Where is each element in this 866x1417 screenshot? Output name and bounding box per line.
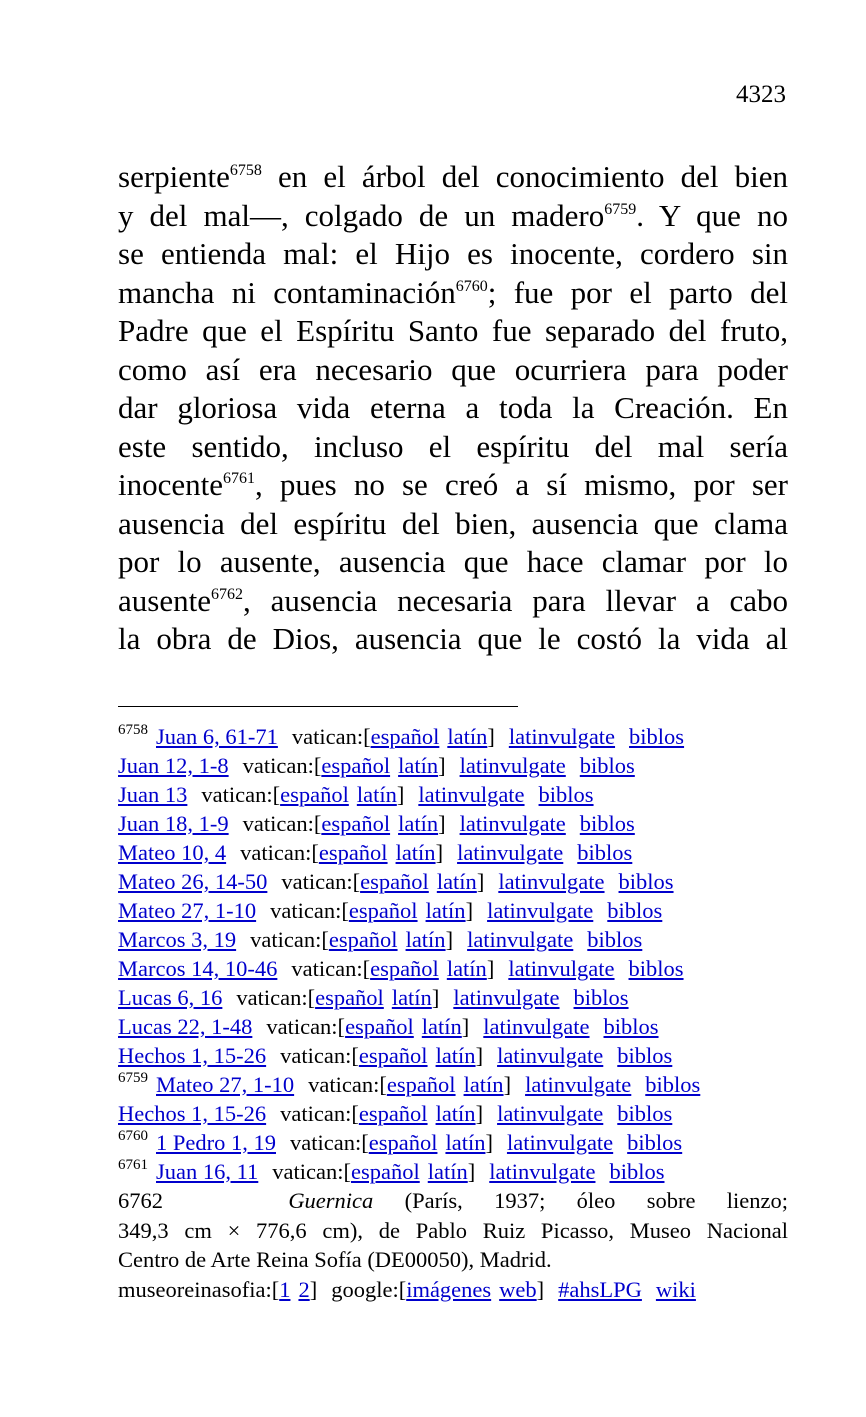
bracket-close: ] <box>438 753 446 778</box>
scripture-reference-link[interactable]: Juan 12, 1-8 <box>118 753 229 778</box>
footnote-line <box>118 1099 788 1128</box>
scripture-reference-link[interactable]: Juan 13 <box>118 782 188 807</box>
footnote-marker[interactable]: 6762 <box>210 585 243 603</box>
vatican-latin-link[interactable]: latín <box>436 869 477 894</box>
bracket-close: ] <box>475 1043 484 1068</box>
scripture-reference-link[interactable]: Hechos 1, 15-26 <box>118 1101 267 1126</box>
footnote-line <box>118 809 788 838</box>
footnote-line <box>118 1012 788 1041</box>
text-segment: , ausencia necesaria para llevar a cabo <box>242 582 788 618</box>
text-line <box>118 312 788 351</box>
latinvulgate-link[interactable]: latinvulgate <box>498 869 605 894</box>
text-segment: este sentido, incluso el espíritu del mal sería <box>118 428 788 464</box>
text-segment: se entienda mal: el Hijo es inocente, cordero sin <box>118 236 788 271</box>
text-line <box>118 466 788 505</box>
footnote-line <box>118 983 788 1012</box>
latinvulgate-link[interactable]: latinvulgate <box>483 1014 590 1039</box>
vatican-espanol-link[interactable]: español <box>318 840 388 865</box>
bracket-close: ] <box>461 1014 470 1039</box>
vatican-label: vatican:[ <box>240 840 319 865</box>
footnote-number: 6759 <box>118 1070 148 1086</box>
bracket-close: ] <box>465 898 474 923</box>
text-segment: y del mal—, colgado de un madero <box>118 197 605 233</box>
latinvulgate-link[interactable]: latinvulgate <box>506 1130 614 1155</box>
biblos-link[interactable]: biblos <box>629 724 685 749</box>
text-line <box>118 351 788 390</box>
bracket-close: ] <box>396 782 405 807</box>
footnote-line <box>118 867 788 896</box>
wiki-link[interactable]: wiki <box>655 1276 696 1302</box>
footnote-line <box>118 1070 788 1099</box>
text-segment: serpiente <box>118 159 230 194</box>
biblos-link[interactable]: biblos <box>628 956 684 981</box>
vatican-latin-link[interactable]: latín <box>356 782 397 807</box>
footnote-number: 6762 <box>118 1188 163 1213</box>
text-line <box>118 582 788 621</box>
latinvulgate-link[interactable]: latinvulgate <box>497 1043 604 1068</box>
footnote-6762-line: Centro de Arte Reina Sofía (DE00050), Madrid. <box>118 1247 552 1272</box>
vatican-latin-link[interactable]: latín <box>395 840 436 865</box>
google-label: google:[ <box>331 1276 407 1302</box>
vatican-espanol-link[interactable]: español <box>345 1014 414 1039</box>
text-line <box>118 389 788 428</box>
vatican-espanol-link[interactable]: español <box>321 811 391 836</box>
latinvulgate-link[interactable]: latinvulgate <box>489 1159 596 1184</box>
footnote-line <box>118 1157 788 1186</box>
text-segment: . Y que no <box>636 197 788 233</box>
vatican-espanol-link[interactable]: español <box>360 869 429 894</box>
footnote-separator <box>118 706 518 707</box>
scripture-reference-link[interactable]: Juan 6, 61-71 <box>156 724 278 749</box>
text-segment: ; fue por el parto del <box>487 274 788 310</box>
bracket-close: ] <box>467 1159 476 1184</box>
biblos-link[interactable]: biblos <box>645 1072 701 1097</box>
vatican-espanol-link[interactable]: español <box>370 956 439 981</box>
footnote-number: 6761 <box>118 1157 148 1173</box>
vatican-latin-link[interactable]: latín <box>445 1130 486 1155</box>
footnote-marker[interactable]: 6759 <box>604 200 637 218</box>
footnote-line <box>118 954 788 983</box>
footnotes <box>118 722 788 1304</box>
vatican-label: vatican:[ <box>280 1101 359 1126</box>
footnote-6762-line: 349,3 cm × 776,6 cm), de Pablo Ruiz Picasso, Museo Nacional <box>118 1217 788 1243</box>
latinvulgate-link[interactable]: latinvulgate <box>508 956 615 981</box>
text-segment: en el árbol del conocimiento del bien <box>261 159 788 194</box>
biblos-link[interactable]: biblos <box>579 753 635 778</box>
bracket-close: ] <box>503 1072 512 1097</box>
latinvulgate-link[interactable]: latinvulgate <box>459 753 566 778</box>
vatican-label: vatican:[ <box>242 811 322 836</box>
latinvulgate-link[interactable]: latinvulgate <box>418 782 525 807</box>
bracket-close: ] <box>435 840 444 865</box>
footnote-number: 6758 <box>118 722 148 738</box>
footnote-line <box>118 925 788 954</box>
text-segment: inocente <box>118 467 224 502</box>
vatican-espanol-link[interactable]: español <box>368 1130 438 1155</box>
vatican-label: vatican:[ <box>290 1130 369 1155</box>
footnote-line <box>118 722 788 751</box>
vatican-label: vatican:[ <box>281 869 361 894</box>
vatican-latin-link[interactable]: latín <box>427 1159 468 1184</box>
bracket-close: ] <box>486 956 495 981</box>
vatican-latin-link[interactable]: latín <box>446 956 487 981</box>
vatican-latin-link[interactable]: latín <box>421 1014 462 1039</box>
latinvulgate-link[interactable]: latinvulgate <box>497 1101 604 1126</box>
footnote-line <box>118 1041 788 1070</box>
vatican-latin-link[interactable]: latín <box>405 927 446 952</box>
vatican-espanol-link[interactable]: español <box>348 898 418 923</box>
museo-link-1[interactable]: 1 <box>279 1276 291 1302</box>
biblos-link[interactable]: biblos <box>617 1043 673 1068</box>
footnote-marker[interactable]: 6758 <box>229 162 262 179</box>
scripture-reference-link[interactable]: Mateo 10, 4 <box>118 840 227 865</box>
footnote-6762-links <box>118 1275 788 1304</box>
vatican-espanol-link[interactable]: español <box>386 1072 456 1097</box>
ahslpg-link[interactable]: #ahsLPG <box>558 1276 642 1302</box>
vatican-espanol-link[interactable]: español <box>358 1101 428 1126</box>
scripture-reference-link[interactable]: Hechos 1, 15-26 <box>118 1043 267 1068</box>
footnote-line <box>118 780 788 809</box>
scripture-reference-link[interactable]: Marcos 3, 19 <box>118 927 237 952</box>
text-line <box>118 197 788 236</box>
bracket-close: ] <box>485 1130 493 1155</box>
scripture-reference-link[interactable]: Juan 18, 1-9 <box>118 811 229 836</box>
biblos-link[interactable]: biblos <box>577 840 633 865</box>
latinvulgate-link[interactable]: latinvulgate <box>457 840 564 865</box>
page-number: 4323 <box>736 81 786 108</box>
biblos-link[interactable]: biblos <box>538 782 594 807</box>
text-line <box>118 428 788 467</box>
text-segment: como así era necesario que ocurriera para poder <box>118 351 788 387</box>
biblos-link[interactable]: biblos <box>607 898 663 923</box>
biblos-link[interactable]: biblos <box>618 869 674 894</box>
biblos-link[interactable]: biblos <box>573 985 629 1010</box>
vatican-label: vatican:[ <box>291 956 371 981</box>
scripture-reference-link[interactable]: Lucas 6, 16 <box>118 985 223 1010</box>
vatican-espanol-link[interactable]: español <box>370 724 440 749</box>
vatican-latin-link[interactable]: latín <box>435 1043 476 1068</box>
museo-link-2[interactable]: 2 <box>298 1276 310 1302</box>
vatican-latin-link[interactable]: latín <box>425 898 466 923</box>
vatican-label: vatican:[ <box>280 1043 359 1068</box>
bracket-close: ] <box>431 985 440 1010</box>
footnote-6762-line <box>118 1186 788 1216</box>
biblos-link[interactable]: biblos <box>603 1014 659 1039</box>
text-line <box>118 543 788 582</box>
text-line <box>118 235 788 274</box>
vatican-label: vatican:[ <box>236 985 316 1010</box>
vatican-label: vatican:[ <box>291 724 371 749</box>
google-web-link[interactable]: web <box>499 1276 537 1302</box>
text-segment: por lo ausente, ausencia que hace clamar por lo <box>118 544 788 579</box>
latinvulgate-link[interactable]: latinvulgate <box>467 927 574 952</box>
text-segment: ausencia del espíritu del bien, ausencia que clama <box>118 505 788 541</box>
text-segment: mancha ni contaminación <box>118 274 456 310</box>
vatican-label: vatican:[ <box>308 1072 387 1097</box>
footnote-line <box>118 1128 788 1157</box>
text-line <box>118 620 788 659</box>
footnote-text: (París, 1937; óleo sobre lienzo; <box>373 1188 788 1213</box>
text-segment: Padre que el Espíritu Santo fue separado del fruto, <box>118 313 788 348</box>
bracket-close: ] <box>487 724 495 749</box>
vatican-espanol-link[interactable]: español <box>328 927 398 952</box>
footnote-line <box>118 838 788 867</box>
scripture-reference-link[interactable]: Mateo 26, 14-50 <box>118 869 268 894</box>
vatican-espanol-link[interactable]: español <box>351 1159 420 1184</box>
artwork-title: Guernica <box>288 1188 374 1213</box>
bracket-close: ] <box>475 1101 484 1126</box>
vatican-espanol-link[interactable]: español <box>315 985 384 1010</box>
text-segment: ausente <box>118 582 211 618</box>
text-line <box>118 158 788 197</box>
vatican-espanol-link[interactable]: español <box>358 1043 428 1068</box>
vatican-label: vatican:[ <box>201 782 281 807</box>
latinvulgate-link[interactable]: latinvulgate <box>525 1072 632 1097</box>
biblos-link[interactable]: biblos <box>587 927 643 952</box>
vatican-latin-link[interactable]: latín <box>463 1072 504 1097</box>
text-line <box>118 274 788 313</box>
footnote-marker[interactable]: 6760 <box>455 277 488 295</box>
text-segment: la obra de Dios, ausencia que le costó la vida al <box>118 621 788 656</box>
footnote-marker[interactable]: 6761 <box>223 470 256 487</box>
vatican-label: vatican:[ <box>250 927 329 952</box>
footnote-line <box>118 896 788 925</box>
vatican-latin-link[interactable]: latín <box>447 724 488 749</box>
scripture-reference-link[interactable]: 1 Pedro 1, 19 <box>156 1130 276 1155</box>
text-segment: , pues no se creó a sí mismo, por ser <box>255 467 788 502</box>
biblos-link[interactable]: biblos <box>627 1130 683 1155</box>
vatican-label: vatican:[ <box>266 1014 346 1039</box>
vatican-espanol-link[interactable]: español <box>321 753 391 778</box>
bracket-close: ] <box>536 1276 545 1302</box>
text-segment: dar gloriosa vida eterna a toda la Creación. En <box>118 390 788 425</box>
bracket-close: ] <box>438 811 446 836</box>
bracket-close: ] <box>309 1276 318 1302</box>
vatican-label: vatican:[ <box>272 1159 352 1184</box>
bracket-close: ] <box>476 869 485 894</box>
scripture-reference-link[interactable]: Marcos 14, 10-46 <box>118 956 278 981</box>
scripture-reference-link[interactable]: Mateo 27, 1-10 <box>156 1072 295 1097</box>
vatican-latin-link[interactable]: latín <box>391 985 432 1010</box>
footnote-number: 6760 <box>118 1128 148 1144</box>
google-images-link[interactable]: imágenes <box>406 1276 492 1302</box>
museo-label: museoreinasofia:[ <box>118 1276 280 1302</box>
vatican-label: vatican:[ <box>242 753 322 778</box>
scripture-reference-link[interactable]: Mateo 27, 1-10 <box>118 898 257 923</box>
latinvulgate-link[interactable]: latinvulgate <box>453 985 560 1010</box>
bracket-close: ] <box>445 927 454 952</box>
vatican-label: vatican:[ <box>270 898 349 923</box>
latinvulgate-link[interactable]: latinvulgate <box>487 898 594 923</box>
biblos-link[interactable]: biblos <box>609 1159 665 1184</box>
biblos-link[interactable]: biblos <box>617 1101 673 1126</box>
text-line <box>118 505 788 544</box>
biblos-link[interactable]: biblos <box>579 811 635 836</box>
latinvulgate-link[interactable]: latinvulgate <box>508 724 616 749</box>
vatican-latin-link[interactable]: latín <box>398 753 439 778</box>
latinvulgate-link[interactable]: latinvulgate <box>459 811 566 836</box>
vatican-espanol-link[interactable]: español <box>280 782 349 807</box>
footnote-line <box>118 751 788 780</box>
scripture-reference-link[interactable]: Juan 16, 11 <box>156 1159 259 1184</box>
main-text <box>118 158 788 659</box>
vatican-latin-link[interactable]: latín <box>398 811 439 836</box>
vatican-latin-link[interactable]: latín <box>435 1101 476 1126</box>
scripture-reference-link[interactable]: Lucas 22, 1-48 <box>118 1014 253 1039</box>
